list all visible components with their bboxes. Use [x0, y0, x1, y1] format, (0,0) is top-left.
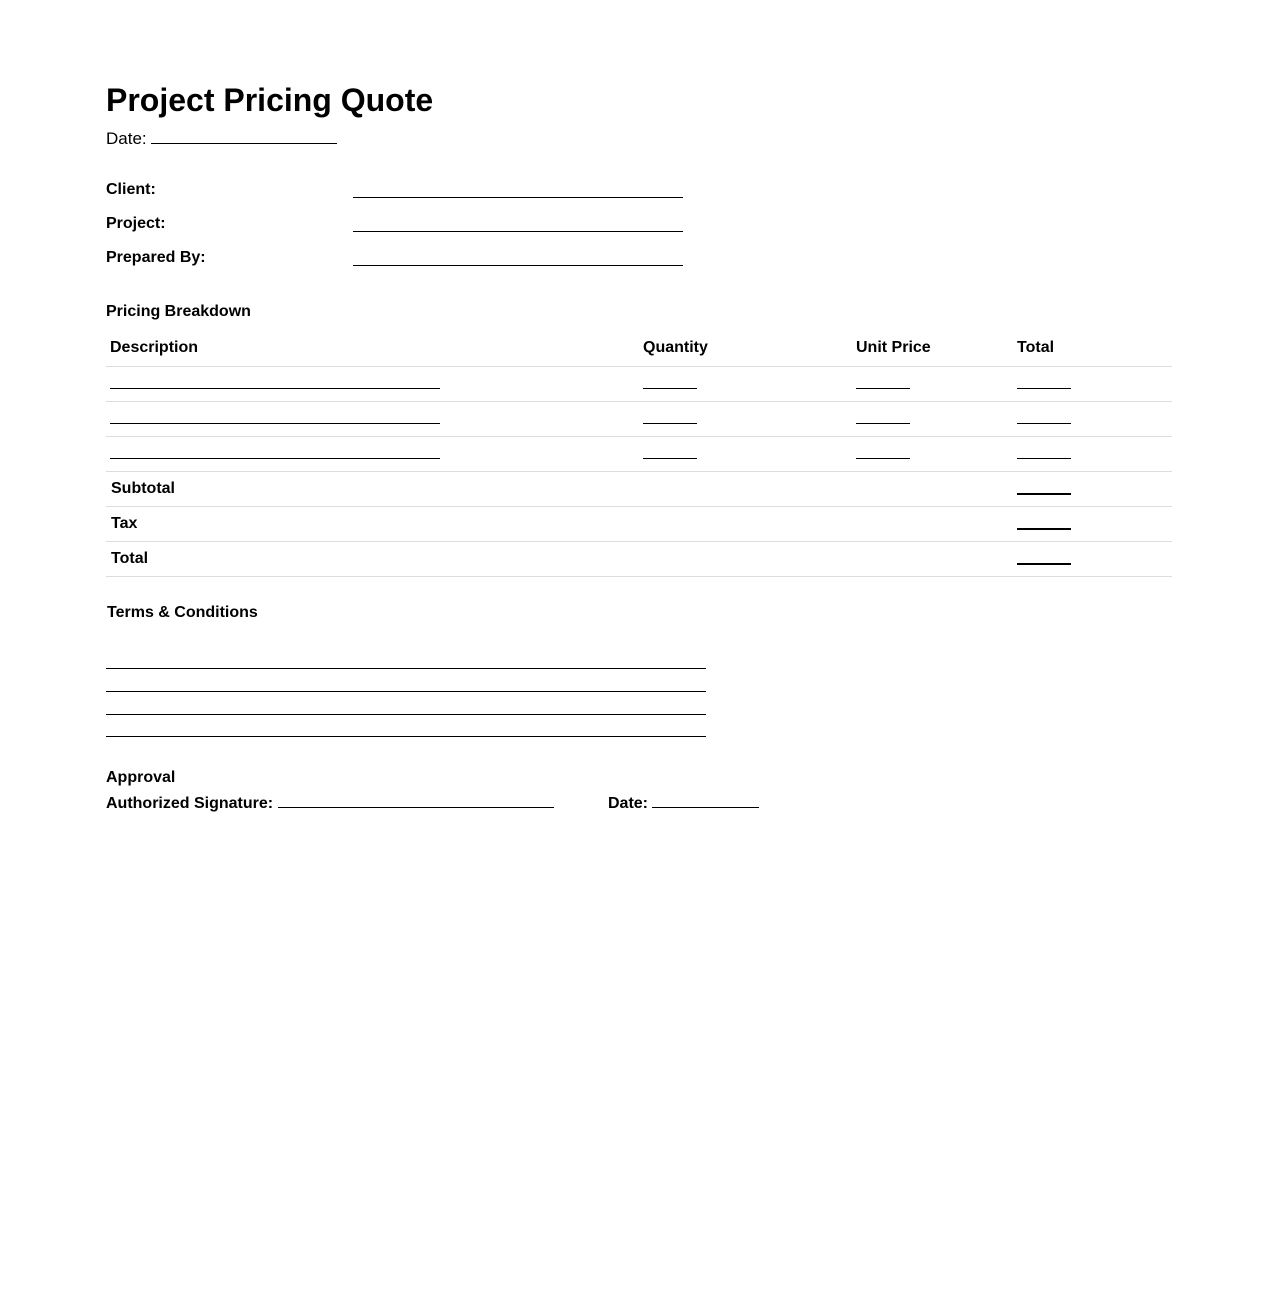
- project-label: Project:: [106, 215, 166, 232]
- quantity-field[interactable]: [643, 444, 697, 459]
- terms-heading: Terms & Conditions: [107, 604, 258, 621]
- unit-price-field[interactable]: [856, 444, 910, 459]
- signature-label: Authorized Signature:: [106, 795, 274, 812]
- terms-line[interactable]: [106, 714, 706, 715]
- total-field[interactable]: [1017, 374, 1071, 389]
- table-header: [106, 330, 1172, 367]
- signature-row: [106, 795, 554, 813]
- description-field[interactable]: [110, 444, 440, 459]
- description-field[interactable]: [110, 409, 440, 424]
- tax-label: Tax: [106, 507, 1013, 542]
- tax-field[interactable]: [1017, 514, 1071, 530]
- date-row: [106, 129, 337, 149]
- terms-line[interactable]: [106, 691, 706, 692]
- client-label: Client:: [106, 181, 156, 198]
- client-field[interactable]: [353, 197, 683, 198]
- page-title: Project Pricing Quote: [106, 82, 434, 118]
- quantity-field[interactable]: [643, 374, 697, 389]
- grand-total-field[interactable]: [1017, 549, 1071, 565]
- total-field[interactable]: [1017, 444, 1071, 459]
- unit-price-field[interactable]: [856, 409, 910, 424]
- pricing-heading: Pricing Breakdown: [106, 303, 251, 320]
- subtotal-field[interactable]: [1017, 479, 1071, 495]
- table-row: [106, 402, 1172, 437]
- col-total: Total: [1013, 330, 1172, 367]
- project-field[interactable]: [353, 231, 683, 232]
- total-row: [106, 542, 1172, 577]
- approval-date-row: [608, 795, 759, 813]
- approval-date-field[interactable]: [652, 807, 759, 808]
- prepared-by-label: Prepared By:: [106, 249, 206, 266]
- total-label: Total: [106, 542, 1013, 577]
- pricing-table: [106, 330, 1172, 577]
- approval-heading: Approval: [106, 769, 176, 786]
- col-quantity: Quantity: [639, 330, 852, 367]
- approval-date-label: Date:: [608, 795, 649, 812]
- quantity-field[interactable]: [643, 409, 697, 424]
- table-row: [106, 437, 1172, 472]
- tax-row: [106, 507, 1172, 542]
- prepared-by-field[interactable]: [353, 265, 683, 266]
- description-field[interactable]: [110, 374, 440, 389]
- col-description: Description: [106, 330, 639, 367]
- terms-line[interactable]: [106, 668, 706, 669]
- total-field[interactable]: [1017, 409, 1071, 424]
- col-unit-price: Unit Price: [852, 330, 1013, 367]
- terms-line[interactable]: [106, 736, 706, 737]
- subtotal-row: [106, 472, 1172, 507]
- date-field[interactable]: [151, 143, 337, 144]
- date-label: Date:: [106, 129, 147, 148]
- unit-price-field[interactable]: [856, 374, 910, 389]
- subtotal-label: Subtotal: [106, 472, 1013, 507]
- table-row: [106, 367, 1172, 402]
- signature-field[interactable]: [278, 807, 554, 808]
